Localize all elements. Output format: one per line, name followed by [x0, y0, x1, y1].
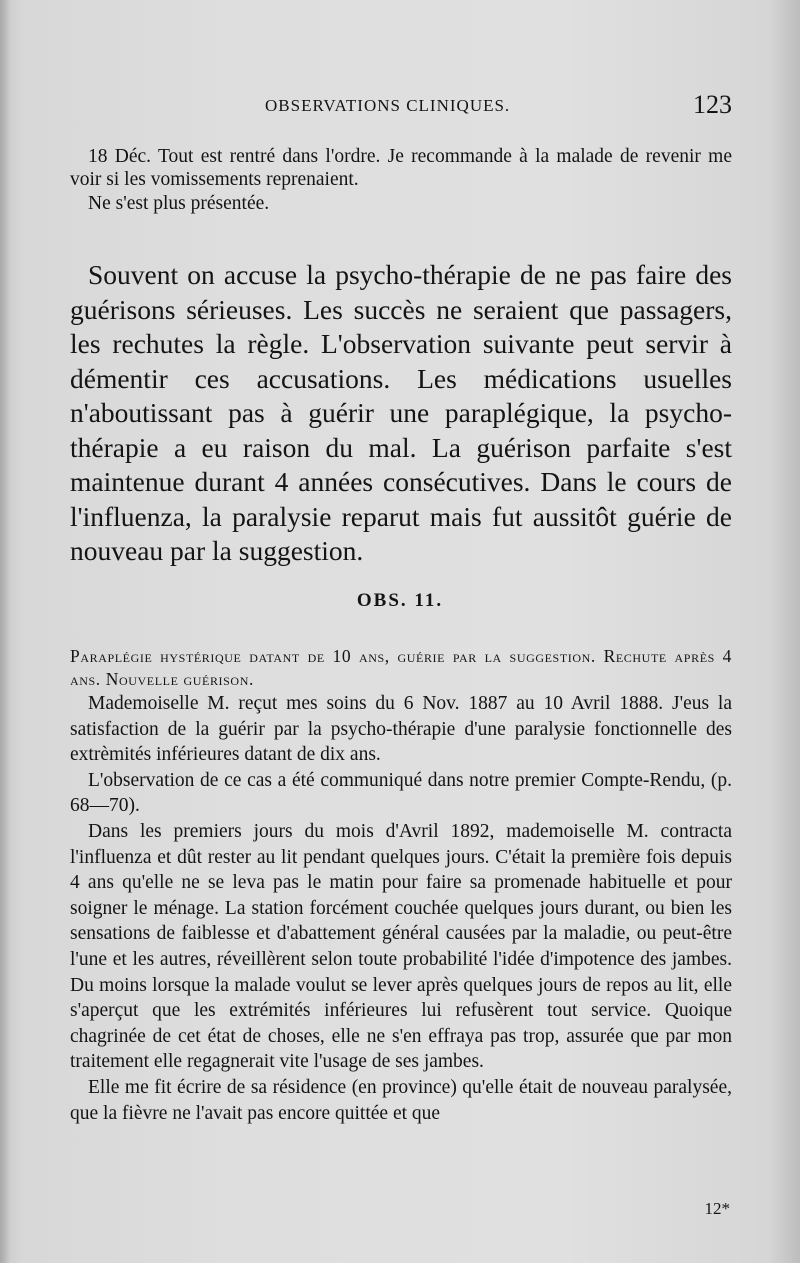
page-edge-shadow — [0, 0, 10, 1263]
body-paragraph-1: Mademoiselle M. reçut mes soins du 6 Nov. 1887 au 10 Avril 1888. J'eus la satisfaction de la guérir par la psycho-thérapie d'une paralysie fonctionnelle des extrèmités inférieures datant de dix ans. — [70, 693, 732, 766]
page-header — [70, 92, 732, 126]
intro-paragraph: 18 Déc. Tout est rentré dans l'ordre. Je recommande à la malade de revenir me voir si les vomissements reprenaient. — [70, 146, 732, 190]
body-paragraph-4: Elle me fit écrire de sa résidence (en province) qu'elle était de nouveau paralysée, que la fièvre ne l'avait pas encore quittée et que — [70, 1076, 732, 1124]
body-paragraph-3: Dans les premiers jours du mois d'Avril 1892, mademoiselle M. contracta l'influenza et dût rester au lit pendant quelques jours. C'était la première fois depuis 4 ans qu'elle ne se leva pas le matin pour faire sa promenade habituelle et pour soigner le ménage. La station forcément couchée quelques jours durant, ou bien les sensations de faiblesse et d'abattement général causées par la maladie, ou peut-être l'une et les autres, réveillèrent selon toute probabilité l'idée d'impotence des jambes. Du moins lorsque la malade voulut se lever après quelques jours de repos au lit, elle s'aperçut que les extrémités inférieures lui refusèrent tout service. Quoique chagrinée de cet état de choses, elle ne s'en effraya pas trop, assurée que par mon traitement elle regagnerait vite l'usage de ses jambes. — [70, 820, 732, 1073]
intro-note: Ne s'est plus présentée. — [88, 193, 270, 214]
page-number: 123 — [693, 90, 732, 119]
signature-mark: 12* — [704, 1199, 730, 1218]
running-head: OBSERVATIONS CLINIQUES. — [265, 96, 511, 115]
body-paragraph-2: L'observation de ce cas a été communiqué dans notre premier Compte-Rendu, (p. 68—70). — [70, 769, 732, 817]
observation-title: OBS. 11. — [356, 590, 444, 611]
observation-body — [70, 691, 732, 1126]
large-paragraph: Souvent on accuse la psycho-thérapie de ne pas faire des guérisons sérieuses. Les succès ne seraient que passagers, les rechutes la règle. L'observation suivante peut servir à démentir ces accusations. Les médications usuelles n'aboutissant pas à guérir une paraplégique, la psycho-thérapie a eu raison du mal. La guérison parfaite s'est maintenue durant 4 années consécutives. Dans le cours de l'influenza, la paralysie reparut mais fut aussitôt guérie de nouveau par la suggestion. — [70, 259, 732, 566]
intro-section — [70, 145, 732, 215]
large-print-section — [70, 258, 732, 569]
observation-subtitle: Paraplégie hystérique datant de 10 ans, guérie par la suggestion. Rechute après 4 ans. Nouvelle guérison. — [70, 646, 732, 689]
